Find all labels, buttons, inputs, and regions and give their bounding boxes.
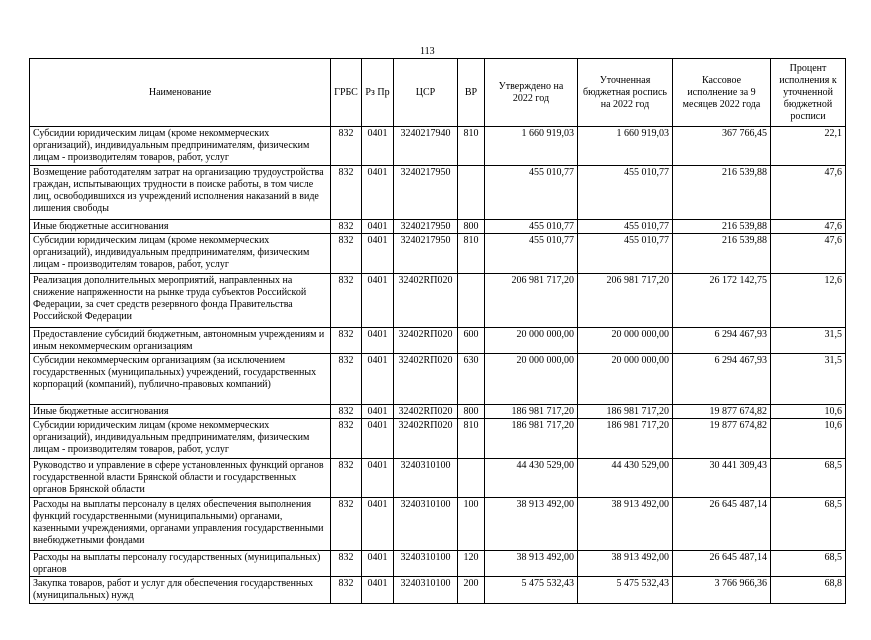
cell-cash: 26 645 487,14 xyxy=(673,498,771,551)
cell-name: Реализация дополнительных мероприятий, направленных на снижение напряженности на рынке труда субъектов Российской Федерации, за счет средств резервного фонда Правительства Российской Федерации xyxy=(30,274,331,328)
cell-refined: 5 475 532,43 xyxy=(578,577,673,604)
cell-cash: 19 877 674,82 xyxy=(673,419,771,459)
table-row xyxy=(30,234,846,274)
cell-grbs: 832 xyxy=(331,127,362,166)
cell-vr: 630 xyxy=(458,354,485,405)
table-header-row xyxy=(30,59,846,127)
cell-approved: 20 000 000,00 xyxy=(485,328,578,354)
cell-name: Возмещение работодателям затрат на организацию трудоустройства граждан, испытывающих трудности в поиске работы, в том числе лиц, освободившихся из учреждений исполнения наказаний в виде лишения свободы xyxy=(30,166,331,220)
cell-cash: 367 766,45 xyxy=(673,127,771,166)
table-row xyxy=(30,405,846,419)
cell-approved: 455 010,77 xyxy=(485,234,578,274)
table-row xyxy=(30,127,846,166)
cell-cash: 6 294 467,93 xyxy=(673,354,771,405)
cell-percent: 22,1 xyxy=(771,127,846,166)
table-row xyxy=(30,551,846,577)
cell-percent: 68,5 xyxy=(771,459,846,498)
cell-vr: 810 xyxy=(458,127,485,166)
cell-cash: 216 539,88 xyxy=(673,166,771,220)
cell-csr: 3240217950 xyxy=(394,220,458,234)
cell-approved: 186 981 717,20 xyxy=(485,405,578,419)
cell-csr: 32402RП020 xyxy=(394,328,458,354)
cell-vr: 810 xyxy=(458,419,485,459)
cell-percent: 12,6 xyxy=(771,274,846,328)
cell-vr: 800 xyxy=(458,405,485,419)
table-row xyxy=(30,498,846,551)
cell-refined: 186 981 717,20 xyxy=(578,405,673,419)
cell-rzpr: 0401 xyxy=(362,577,394,604)
cell-name: Расходы на выплаты персоналу государственных (муниципальных) органов xyxy=(30,551,331,577)
cell-percent: 31,5 xyxy=(771,354,846,405)
cell-grbs: 832 xyxy=(331,354,362,405)
cell-cash: 30 441 309,43 xyxy=(673,459,771,498)
table-row xyxy=(30,354,846,405)
page-number: 113 xyxy=(420,46,435,57)
cell-vr xyxy=(458,166,485,220)
cell-percent: 10,6 xyxy=(771,419,846,459)
cell-csr: 3240217950 xyxy=(394,234,458,274)
header-vr: ВР xyxy=(458,59,485,127)
cell-rzpr: 0401 xyxy=(362,166,394,220)
cell-refined: 1 660 919,03 xyxy=(578,127,673,166)
header-percent: Процент исполнения к уточненной бюджетной росписи xyxy=(771,59,846,127)
cell-refined: 206 981 717,20 xyxy=(578,274,673,328)
cell-grbs: 832 xyxy=(331,459,362,498)
table-row xyxy=(30,274,846,328)
cell-percent: 47,6 xyxy=(771,220,846,234)
cell-rzpr: 0401 xyxy=(362,498,394,551)
cell-approved: 1 660 919,03 xyxy=(485,127,578,166)
cell-grbs: 832 xyxy=(331,498,362,551)
cell-rzpr: 0401 xyxy=(362,405,394,419)
cell-name: Иные бюджетные ассигнования xyxy=(30,405,331,419)
cell-approved: 38 913 492,00 xyxy=(485,498,578,551)
table-row xyxy=(30,328,846,354)
cell-csr: 3240310100 xyxy=(394,498,458,551)
cell-grbs: 832 xyxy=(331,220,362,234)
cell-cash: 216 539,88 xyxy=(673,220,771,234)
cell-grbs: 832 xyxy=(331,551,362,577)
cell-percent: 68,5 xyxy=(771,551,846,577)
cell-csr: 32402RП020 xyxy=(394,419,458,459)
cell-rzpr: 0401 xyxy=(362,459,394,498)
cell-cash: 19 877 674,82 xyxy=(673,405,771,419)
cell-approved: 186 981 717,20 xyxy=(485,419,578,459)
cell-refined: 455 010,77 xyxy=(578,220,673,234)
cell-cash: 26 645 487,14 xyxy=(673,551,771,577)
cell-percent: 68,5 xyxy=(771,498,846,551)
cell-refined: 186 981 717,20 xyxy=(578,419,673,459)
cell-percent: 47,6 xyxy=(771,234,846,274)
cell-csr: 3240217950 xyxy=(394,166,458,220)
cell-name: Руководство и управление в сфере установленных функций органов государственной власти Брянской области и государственных органов Брянской области xyxy=(30,459,331,498)
table-row xyxy=(30,419,846,459)
cell-name: Закупка товаров, работ и услуг для обеспечения государственных (муниципальных) нужд xyxy=(30,577,331,604)
table-row xyxy=(30,166,846,220)
cell-refined: 455 010,77 xyxy=(578,166,673,220)
cell-name: Субсидии юридическим лицам (кроме некоммерческих организаций), индивидуальным предпринимателям, физическим лицам - производителям товаров, работ, услуг xyxy=(30,127,331,166)
cell-cash: 26 172 142,75 xyxy=(673,274,771,328)
cell-approved: 5 475 532,43 xyxy=(485,577,578,604)
header-approved: Утверждено на 2022 год xyxy=(485,59,578,127)
cell-grbs: 832 xyxy=(331,328,362,354)
header-grbs: ГРБС xyxy=(331,59,362,127)
cell-vr: 800 xyxy=(458,220,485,234)
cell-name: Расходы на выплаты персоналу в целях обеспечения выполнения функций государственными (муниципальными) органами, казенными учреждениями, органами управления государственными внебюджетными фондами xyxy=(30,498,331,551)
cell-rzpr: 0401 xyxy=(362,419,394,459)
cell-grbs: 832 xyxy=(331,577,362,604)
cell-name: Субсидии юридическим лицам (кроме некоммерческих организаций), индивидуальным предпринимателям, физическим лицам - производителям товаров, работ, услуг xyxy=(30,234,331,274)
table-row xyxy=(30,577,846,604)
cell-refined: 20 000 000,00 xyxy=(578,354,673,405)
cell-csr: 3240217940 xyxy=(394,127,458,166)
cell-grbs: 832 xyxy=(331,274,362,328)
cell-cash: 6 294 467,93 xyxy=(673,328,771,354)
cell-percent: 68,8 xyxy=(771,577,846,604)
cell-vr xyxy=(458,459,485,498)
cell-cash: 216 539,88 xyxy=(673,234,771,274)
budget-table xyxy=(29,58,846,604)
cell-vr: 600 xyxy=(458,328,485,354)
cell-refined: 38 913 492,00 xyxy=(578,498,673,551)
cell-rzpr: 0401 xyxy=(362,328,394,354)
cell-cash: 3 766 966,36 xyxy=(673,577,771,604)
cell-approved: 44 430 529,00 xyxy=(485,459,578,498)
cell-rzpr: 0401 xyxy=(362,234,394,274)
header-cash: Кассовое исполнение за 9 месяцев 2022 года xyxy=(673,59,771,127)
cell-grbs: 832 xyxy=(331,234,362,274)
cell-approved: 38 913 492,00 xyxy=(485,551,578,577)
cell-name: Иные бюджетные ассигнования xyxy=(30,220,331,234)
cell-grbs: 832 xyxy=(331,405,362,419)
header-csr: ЦСР xyxy=(394,59,458,127)
header-name: Наименование xyxy=(30,59,331,127)
cell-percent: 47,6 xyxy=(771,166,846,220)
cell-csr: 32402RП020 xyxy=(394,405,458,419)
cell-rzpr: 0401 xyxy=(362,220,394,234)
cell-rzpr: 0401 xyxy=(362,354,394,405)
table-row xyxy=(30,459,846,498)
cell-rzpr: 0401 xyxy=(362,274,394,328)
cell-vr: 120 xyxy=(458,551,485,577)
cell-refined: 20 000 000,00 xyxy=(578,328,673,354)
cell-refined: 38 913 492,00 xyxy=(578,551,673,577)
cell-approved: 455 010,77 xyxy=(485,166,578,220)
cell-csr: 3240310100 xyxy=(394,459,458,498)
cell-vr xyxy=(458,274,485,328)
cell-csr: 3240310100 xyxy=(394,551,458,577)
cell-percent: 31,5 xyxy=(771,328,846,354)
table-row xyxy=(30,220,846,234)
cell-approved: 455 010,77 xyxy=(485,220,578,234)
cell-csr: 3240310100 xyxy=(394,577,458,604)
cell-name: Субсидии юридическим лицам (кроме некоммерческих организаций), индивидуальным предпринимателям, физическим лицам - производителям товаров, работ, услуг xyxy=(30,419,331,459)
cell-rzpr: 0401 xyxy=(362,127,394,166)
cell-vr: 100 xyxy=(458,498,485,551)
header-refined: Уточненная бюджетная роспись на 2022 год xyxy=(578,59,673,127)
header-rzpr: Рз Пр xyxy=(362,59,394,127)
cell-approved: 20 000 000,00 xyxy=(485,354,578,405)
cell-vr: 810 xyxy=(458,234,485,274)
cell-name: Субсидии некоммерческим организациям (за исключением государственных (муниципальных) учреждений, государственных корпораций (компаний), публично-правовых компаний) xyxy=(30,354,331,405)
cell-grbs: 832 xyxy=(331,166,362,220)
cell-grbs: 832 xyxy=(331,419,362,459)
cell-refined: 44 430 529,00 xyxy=(578,459,673,498)
cell-refined: 455 010,77 xyxy=(578,234,673,274)
cell-name: Предоставление субсидий бюджетным, автономным учреждениям и иным некоммерческим организациям xyxy=(30,328,331,354)
cell-approved: 206 981 717,20 xyxy=(485,274,578,328)
cell-rzpr: 0401 xyxy=(362,551,394,577)
cell-percent: 10,6 xyxy=(771,405,846,419)
cell-vr: 200 xyxy=(458,577,485,604)
cell-csr: 32402RП020 xyxy=(394,354,458,405)
cell-csr: 32402RП020 xyxy=(394,274,458,328)
